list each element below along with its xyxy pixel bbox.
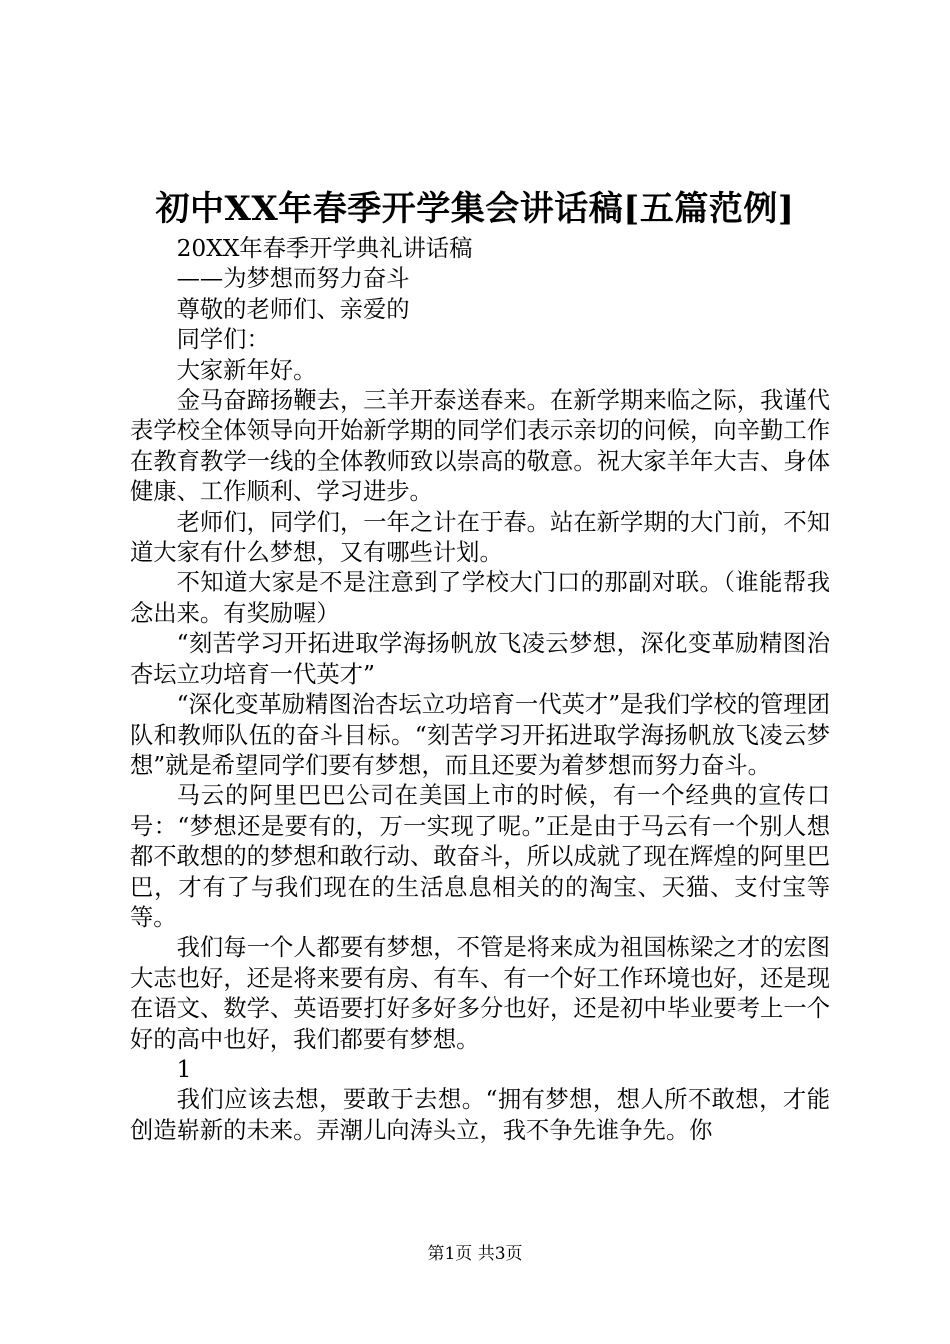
document-body <box>130 234 830 1146</box>
paragraph-salutation: 尊敬的老师们、亲爱的 <box>176 295 410 323</box>
page-number: 第1页 共3页 <box>427 1244 523 1264</box>
paragraph-body: “刻苦学习开拓进取学海扬帆放飞凌云梦想，深化变革励精图治杏坛立功培育一代英才” <box>130 630 830 688</box>
paragraph-salutation-cont: 同学们： <box>176 326 270 354</box>
paragraph-body: 金马奋蹄扬鞭去，三羊开泰送春来。在新学期来临之际，我谨代表学校全体领导向开始新学期的同学们表示亲切的问候，向辛勤工作在教育教学一线的全体教师致以崇高的敬意。祝大家羊年大吉、身体健康、工作顺利、学习进步。 <box>130 387 830 506</box>
paragraph-greeting: 大家新年好。 <box>176 356 317 384</box>
paragraph-body: 老师们，同学们，一年之计在于春。站在新学期的大门前，不知道大家有什么梦想，又有哪些计划。 <box>130 508 830 567</box>
paragraph-body: 不知道大家是不是注意到了学校大门口的那副对联。（谁能帮我念出来。有奖励喔） <box>130 569 830 627</box>
paragraph-body: 马云的阿里巴巴公司在美国上市的时候，有一个经典的宣传口号：“梦想还是要有的，万一实现了呢。”正是由于马云有一个别人想都不敢想的的梦想和敢行动、敢奋斗，所以成就了现在辉煌的阿里巴巴，才有了与我们现在的生活息息相关的的淘宝、天猫、支付宝等等。 <box>130 782 830 931</box>
paragraph-theme: ——为梦想而努力奋斗 <box>176 265 410 293</box>
document-title: 初中XX年春季开学集会讲话稿[五篇范例] <box>155 189 795 229</box>
paragraph-subtitle: 20XX年春季开学典礼讲话稿 <box>176 235 473 262</box>
paragraph-body: “深化变革励精图治杏坛立功培育一代英才”是我们学校的管理团队和教师队伍的奋斗目标。“刻苦学习开拓进取学海扬帆放飞凌云梦想”就是希望同学们要有梦想，而且还要为着梦想而努力奋斗。 <box>130 691 830 779</box>
paragraph-body: 我们应该去想，要敢于去想。“拥有梦想，想人所不敢想，才能创造崭新的未来。弄潮儿向涛头立，我不争先谁争先。你 <box>130 1086 830 1144</box>
paragraph-marker: 1 <box>176 1055 192 1083</box>
paragraph-body: 我们每一个人都要有梦想，不管是将来成为祖国栋梁之才的宏图大志也好，还是将来要有房、有车、有一个好工作环境也好，还是现在语文、数学、英语要打好多好多分也好，还是初中毕业要考上一个好的高中也好，我们都要有梦想。 <box>130 934 830 1053</box>
